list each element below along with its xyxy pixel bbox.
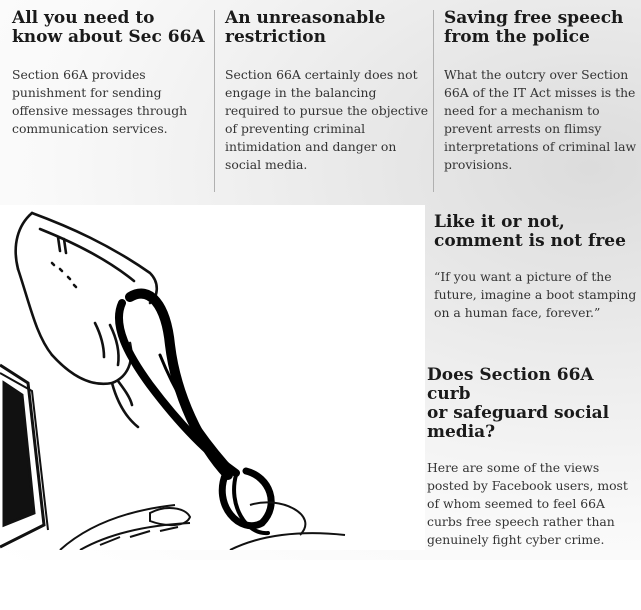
column-divider xyxy=(433,10,434,192)
article-teaser-sec-66a-explainer[interactable] xyxy=(12,9,207,138)
article-summary: Here are some of the views posted by Facebook users, most of whom seemed to feel 66A curbs free speech rather than genuinely fight cyber crime. xyxy=(427,460,628,547)
article-summary: What the outcry over Section 66A of the IT Act misses is the need for a mechanism to prevent arrests on flimsy interpretations of criminal law provisions. xyxy=(444,67,637,172)
article-title[interactable]: Like it or not, comment is not free xyxy=(434,212,626,251)
column-divider xyxy=(214,10,215,192)
article-summary: Section 66A certainly does not engage in the balancing required to pursue the objective of preventing criminal intimidation and danger on social media. xyxy=(225,67,429,172)
article-teaser-saving-free-speech[interactable] xyxy=(444,9,639,174)
article-title[interactable]: An unreasonable restriction xyxy=(225,8,386,47)
article-title[interactable]: Saving free speech from the police xyxy=(444,8,624,47)
article-teaser-comment-not-free[interactable] xyxy=(434,213,639,322)
article-title[interactable]: All you need to know about Sec 66A xyxy=(12,8,205,47)
article-teaser-unreasonable-restriction[interactable] xyxy=(225,9,430,174)
hand-with-scissors-cutting-cable-illustration xyxy=(0,205,425,550)
article-summary: Section 66A provides punishment for sending offensive messages through communication services. xyxy=(12,67,188,136)
article-title[interactable]: Does Section 66A curb or safeguard social media? xyxy=(427,365,610,442)
article-summary: “If you want a picture of the future, imagine a boot stamping on a human face, forever.” xyxy=(434,269,637,320)
article-teaser-curb-or-safeguard[interactable] xyxy=(427,366,639,549)
